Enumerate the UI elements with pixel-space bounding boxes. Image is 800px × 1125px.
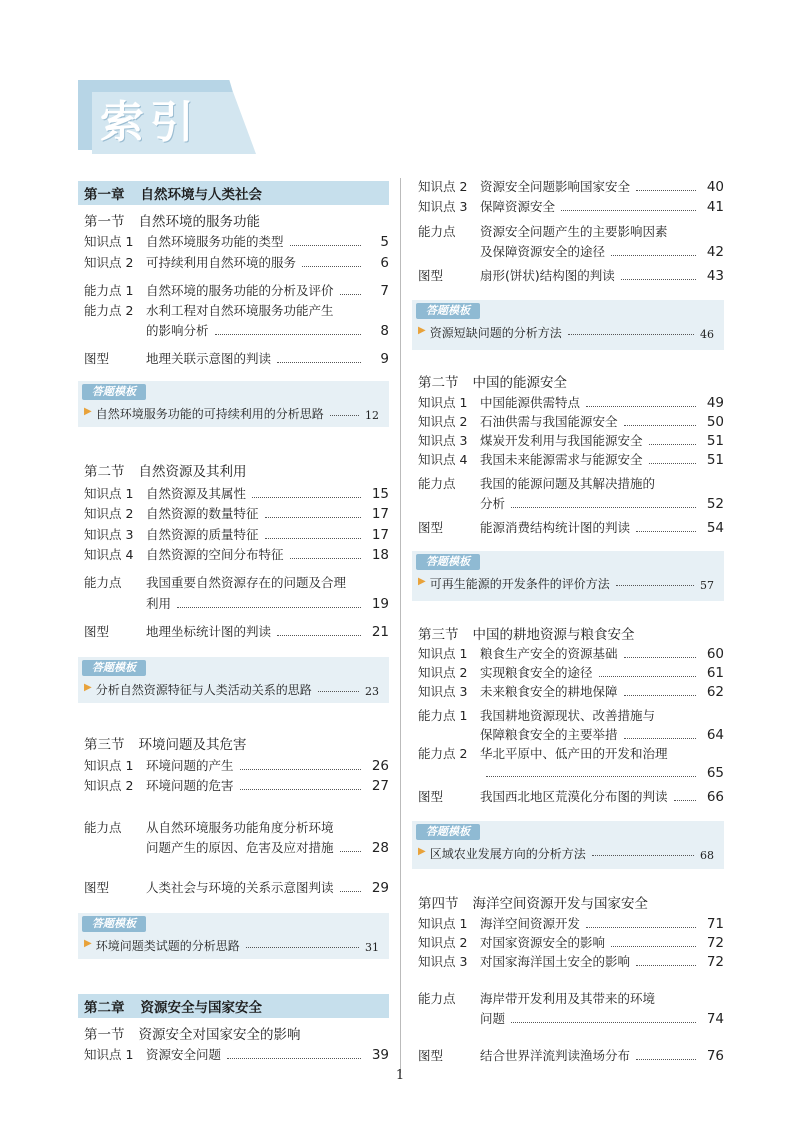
entry-text: 我国未来能源需求与能源安全 (480, 452, 643, 467)
chapter-title: 资源安全与国家安全 (140, 1000, 262, 1016)
entry-page: 51 (706, 433, 724, 449)
index-entry-line2[interactable] (412, 763, 724, 783)
entry-label: 能力点 (418, 224, 456, 239)
leader-dots (277, 635, 361, 636)
entry-text-continued: 利用 (146, 596, 172, 611)
entry-label: 知识点 3 (418, 954, 468, 969)
entry-label: 图型 (418, 520, 444, 535)
entry-label: 能力点 (418, 991, 456, 1006)
section-title: 中国的能源安全 (472, 375, 567, 391)
leader-dots (290, 558, 361, 559)
template-page: 46 (700, 328, 714, 341)
entry-label: 知识点 1 (84, 758, 134, 773)
answer-template-box[interactable] (412, 300, 724, 350)
template-text: 自然环境服务功能的可持续利用的分析思路 (95, 407, 324, 421)
entry-text: 自然资源的空间分布特征 (146, 547, 284, 562)
index-entry[interactable] (78, 504, 389, 524)
entry-label: 知识点 1 (418, 916, 468, 931)
entry-page: 76 (706, 1048, 724, 1064)
entry-page: 7 (380, 283, 389, 299)
entry-page: 39 (371, 1047, 389, 1063)
entry-label: 能力点 1 (84, 283, 134, 298)
entry-text-continued: 问题 (480, 1011, 506, 1026)
entry-text: 粮食生产安全的资源基础 (480, 646, 618, 661)
template-text: 区域农业发展方向的分析方法 (429, 847, 586, 861)
entry-page: 54 (706, 520, 724, 536)
answer-template-box[interactable] (78, 913, 389, 959)
index-entry-line2[interactable] (78, 321, 389, 341)
section-heading (412, 894, 724, 914)
index-entry-line1[interactable] (412, 706, 724, 726)
entry-text: 未来粮食安全的耕地保障 (480, 684, 618, 699)
leader-dots (511, 1022, 696, 1023)
template-badge: 答题模板 (416, 554, 480, 570)
chapter-number: 第二章 (84, 1000, 125, 1016)
entry-page: 62 (706, 684, 724, 700)
chapter-number: 第一章 (84, 187, 125, 203)
entry-page: 8 (380, 323, 389, 339)
entry-label: 知识点 2 (84, 506, 134, 521)
entry-text: 石油供需与我国能源安全 (480, 414, 618, 429)
entry-text: 我国重要自然资源存在的问题及合理 (146, 575, 347, 590)
index-entry[interactable] (412, 431, 724, 451)
index-entry-line2[interactable] (412, 494, 724, 514)
entry-text: 地理关联示意图的判读 (146, 351, 272, 366)
template-badge: 答题模板 (416, 303, 480, 319)
entry-page: 61 (706, 665, 724, 681)
template-page: 68 (700, 849, 714, 862)
index-entry-line1[interactable] (412, 474, 724, 494)
entry-page: 65 (706, 765, 724, 781)
entry-page: 64 (706, 727, 724, 743)
leader-dots (511, 507, 696, 508)
answer-template-box[interactable] (78, 657, 389, 703)
leader-dots (586, 927, 696, 928)
entry-label: 知识点 1 (418, 395, 468, 410)
leader-dots (330, 415, 359, 416)
entry-label: 知识点 4 (418, 452, 468, 467)
template-text: 环境问题类试题的分析思路 (95, 939, 240, 953)
entry-page: 15 (371, 486, 389, 502)
index-entry[interactable] (78, 622, 389, 642)
entry-page: 6 (380, 255, 389, 271)
entry-text: 对国家资源安全的影响 (480, 935, 606, 950)
entry-page: 52 (706, 496, 724, 512)
index-entry[interactable] (78, 349, 389, 369)
index-entry[interactable] (412, 644, 724, 664)
entry-text: 海岸带开发利用及其带来的环境 (480, 991, 656, 1006)
entry-label: 知识点 2 (84, 255, 134, 270)
triangle-arrow-icon: ▶ (418, 846, 426, 857)
index-entry[interactable] (412, 1046, 724, 1066)
index-entry[interactable] (412, 914, 724, 934)
leader-dots (340, 891, 361, 892)
entry-text: 煤炭开发利用与我国能源安全 (480, 433, 643, 448)
index-entry[interactable] (78, 756, 389, 776)
section-number: 第二节 (84, 464, 125, 480)
entry-label: 能力点 (84, 820, 122, 835)
index-entry[interactable] (78, 232, 389, 252)
leader-dots (674, 800, 696, 801)
index-entry-line1[interactable] (78, 818, 389, 838)
leader-dots (252, 497, 361, 498)
leader-dots (592, 855, 694, 856)
index-entry[interactable] (78, 1045, 389, 1065)
entry-label: 图型 (418, 1048, 444, 1063)
entry-text: 华北平原中、低产田的开发和治理 (480, 746, 668, 761)
template-badge: 答题模板 (416, 824, 480, 840)
index-entry-line2[interactable] (78, 594, 389, 614)
leader-dots (611, 255, 696, 256)
section-heading (78, 735, 389, 755)
entry-page: 66 (706, 789, 724, 805)
entry-label: 知识点 2 (84, 778, 134, 793)
entry-label: 知识点 4 (84, 547, 134, 562)
leader-dots (318, 691, 359, 692)
leader-dots (277, 362, 361, 363)
index-entry-line2[interactable] (412, 1009, 724, 1029)
page-number: 1 (395, 1068, 405, 1083)
entry-label: 知识点 2 (418, 665, 468, 680)
index-entry-line1[interactable] (412, 989, 724, 1009)
answer-template-box[interactable] (412, 821, 724, 869)
entry-page: 74 (706, 1011, 724, 1027)
leader-dots (290, 245, 361, 246)
section-title: 自然资源及其利用 (138, 464, 247, 480)
leader-dots (636, 965, 696, 966)
entry-text: 对国家海洋国土安全的影响 (480, 954, 631, 969)
entry-text: 自然环境的服务功能的分析及评价 (146, 283, 334, 298)
entry-label: 图型 (418, 789, 444, 804)
index-entry[interactable] (412, 952, 724, 972)
entry-label: 知识点 3 (418, 684, 468, 699)
index-entry[interactable] (412, 412, 724, 432)
page-title: 索引 (100, 97, 200, 148)
index-entry[interactable] (412, 518, 724, 538)
entry-page: 18 (371, 547, 389, 563)
entry-page: 42 (706, 244, 724, 260)
entry-label: 图型 (418, 268, 444, 283)
leader-dots (265, 517, 361, 518)
index-entry-line2[interactable] (78, 838, 389, 858)
entry-page: 41 (706, 199, 724, 215)
template-badge: 答题模板 (82, 660, 146, 676)
leader-dots (215, 334, 361, 335)
entry-text-continued: 及保障资源安全的途径 (480, 244, 606, 259)
entry-page: 40 (706, 179, 724, 195)
leader-dots (624, 425, 696, 426)
template-badge: 答题模板 (82, 916, 146, 932)
triangle-arrow-icon: ▶ (418, 576, 426, 587)
leader-dots (621, 279, 696, 280)
entry-label: 图型 (84, 880, 110, 895)
entry-text-continued: 问题产生的原因、危害及应对措施 (146, 840, 334, 855)
entry-text: 结合世界洋流判读渔场分布 (480, 1048, 631, 1063)
entry-text: 可持续利用自然环境的服务 (146, 255, 297, 270)
entry-page: 27 (371, 778, 389, 794)
entry-text: 我国的能源问题及其解决措施的 (480, 476, 656, 491)
entry-page: 50 (706, 414, 724, 430)
template-page: 31 (365, 941, 379, 954)
entry-page: 60 (706, 646, 724, 662)
chapter-heading (78, 181, 389, 205)
section-heading (412, 625, 724, 645)
entry-text: 海洋空间资源开发 (480, 916, 581, 931)
entry-text: 自然环境服务功能的类型 (146, 234, 284, 249)
entry-label: 能力点 1 (418, 708, 468, 723)
entry-label: 知识点 1 (84, 486, 134, 501)
entry-text: 资源安全问题影响国家安全 (480, 179, 631, 194)
section-heading (412, 373, 724, 393)
triangle-arrow-icon: ▶ (84, 682, 92, 693)
entry-text: 保障资源安全 (480, 199, 556, 214)
index-entry[interactable] (412, 682, 724, 702)
leader-dots (340, 294, 361, 295)
entry-label: 能力点 2 (84, 303, 134, 318)
index-entry[interactable] (78, 545, 389, 565)
index-entry[interactable] (412, 787, 724, 807)
entry-label: 知识点 2 (418, 935, 468, 950)
leader-dots (340, 851, 361, 852)
leader-dots (561, 210, 696, 211)
template-badge: 答题模板 (82, 384, 146, 400)
entry-page: 9 (380, 351, 389, 367)
entry-label: 知识点 2 (418, 179, 468, 194)
section-title: 环境问题及其危害 (138, 737, 247, 753)
leader-dots (649, 444, 696, 445)
entry-label: 知识点 3 (418, 199, 468, 214)
section-title: 资源安全对国家安全的影响 (138, 1027, 301, 1043)
entry-text: 环境问题的危害 (146, 778, 234, 793)
index-entry-line1[interactable] (412, 222, 724, 242)
entry-text: 中国能源供需特点 (480, 395, 581, 410)
index-entry-line2[interactable] (412, 242, 724, 262)
triangle-arrow-icon: ▶ (418, 325, 426, 336)
leader-dots (486, 776, 696, 777)
entry-text: 环境问题的产生 (146, 758, 234, 773)
index-entry[interactable] (78, 253, 389, 273)
template-text: 分析自然资源特征与人类活动关系的思路 (95, 683, 312, 697)
entry-label: 知识点 1 (84, 234, 134, 249)
template-text: 可再生能源的开发条件的评价方法 (429, 577, 610, 591)
entry-page: 72 (706, 935, 724, 951)
leader-dots (227, 1058, 361, 1059)
entry-page: 19 (371, 596, 389, 612)
index-entry[interactable] (412, 266, 724, 286)
entry-text: 自然资源的质量特征 (146, 527, 259, 542)
section-heading (78, 462, 389, 482)
entry-page: 72 (706, 954, 724, 970)
section-number: 第四节 (418, 896, 459, 912)
answer-template-box[interactable] (412, 551, 724, 601)
entry-label: 能力点 (84, 575, 122, 590)
section-title: 自然环境的服务功能 (138, 214, 260, 230)
leader-dots (586, 406, 696, 407)
index-entry[interactable] (412, 933, 724, 953)
section-heading (78, 212, 389, 232)
entry-page: 17 (371, 506, 389, 522)
entry-text: 我国耕地资源现状、改善措施与 (480, 708, 656, 723)
section-heading (78, 1025, 389, 1045)
entry-page: 43 (706, 268, 724, 284)
entry-text: 自然资源的数量特征 (146, 506, 259, 521)
section-title: 中国的耕地资源与粮食安全 (472, 627, 635, 643)
column-divider (400, 178, 401, 1073)
leader-dots (624, 695, 696, 696)
entry-text: 从自然环境服务功能角度分析环境 (146, 820, 334, 835)
entry-page: 17 (371, 527, 389, 543)
index-entry[interactable] (412, 663, 724, 683)
leader-dots (636, 1059, 696, 1060)
template-text: 资源短缺问题的分析方法 (429, 326, 562, 340)
section-number: 第一节 (84, 214, 125, 230)
entry-text: 能源消费结构统计图的判读 (480, 520, 631, 535)
leader-dots (246, 947, 359, 948)
entry-text: 自然资源及其属性 (146, 486, 247, 501)
index-entry[interactable] (78, 484, 389, 504)
entry-text-continued: 保障粮食安全的主要举措 (480, 727, 618, 742)
index-entry[interactable] (412, 393, 724, 413)
index-entry[interactable] (412, 177, 724, 197)
entry-page: 28 (371, 840, 389, 856)
entry-label: 能力点 2 (418, 746, 468, 761)
entry-label: 知识点 3 (84, 527, 134, 542)
index-entry[interactable] (78, 776, 389, 796)
leader-dots (624, 657, 696, 658)
leader-dots (177, 607, 361, 608)
index-entry-line1[interactable] (78, 573, 389, 593)
leader-dots (611, 946, 696, 947)
index-entry-line1[interactable] (78, 301, 389, 321)
template-page: 23 (365, 685, 379, 698)
leader-dots (616, 585, 694, 586)
template-page: 12 (365, 409, 379, 422)
entry-label: 知识点 2 (418, 414, 468, 429)
entry-label: 知识点 1 (84, 1047, 134, 1062)
index-entry[interactable] (412, 197, 724, 217)
template-page: 57 (700, 579, 714, 592)
triangle-arrow-icon: ▶ (84, 406, 92, 417)
entry-page: 21 (371, 624, 389, 640)
chapter-heading (78, 994, 389, 1018)
entry-text: 资源安全问题产生的主要影响因素 (480, 224, 668, 239)
entry-page: 5 (380, 234, 389, 250)
entry-text-continued: 的影响分析 (146, 323, 209, 338)
entry-text: 扇形(饼状)结构图的判读 (480, 268, 615, 283)
index-entry-line1[interactable] (412, 744, 724, 764)
entry-label: 图型 (84, 624, 110, 639)
section-number: 第三节 (418, 627, 459, 643)
leader-dots (240, 789, 361, 790)
entry-text: 水利工程对自然环境服务功能产生 (146, 303, 334, 318)
index-entry[interactable] (78, 281, 389, 301)
section-number: 第二节 (418, 375, 459, 391)
entry-label: 图型 (84, 351, 110, 366)
entry-text: 我国西北地区荒漠化分布图的判读 (480, 789, 668, 804)
leader-dots (636, 531, 696, 532)
leader-dots (568, 334, 694, 335)
entry-page: 71 (706, 916, 724, 932)
leader-dots (240, 769, 361, 770)
entry-text: 人类社会与环境的关系示意图判读 (146, 880, 334, 895)
leader-dots (599, 676, 696, 677)
leader-dots (624, 738, 696, 739)
entry-text: 资源安全问题 (146, 1047, 222, 1062)
index-entry[interactable] (412, 450, 724, 470)
chapter-title: 自然环境与人类社会 (140, 187, 262, 203)
entry-text: 实现粮食安全的途径 (480, 665, 593, 680)
section-number: 第三节 (84, 737, 125, 753)
entry-text-continued: 分析 (480, 496, 506, 511)
entry-text: 地理坐标统计图的判读 (146, 624, 272, 639)
index-entry[interactable] (78, 878, 389, 898)
section-number: 第一节 (84, 1027, 125, 1043)
entry-page: 49 (706, 395, 724, 411)
section-title: 海洋空间资源开发与国家安全 (472, 896, 648, 912)
entry-page: 29 (371, 880, 389, 896)
answer-template-box[interactable] (78, 381, 389, 427)
entry-label: 知识点 3 (418, 433, 468, 448)
entry-page: 26 (371, 758, 389, 774)
index-entry[interactable] (78, 525, 389, 545)
leader-dots (636, 190, 696, 191)
entry-label: 能力点 (418, 476, 456, 491)
entry-page: 51 (706, 452, 724, 468)
leader-dots (265, 538, 361, 539)
leader-dots (649, 463, 696, 464)
leader-dots (302, 266, 361, 267)
entry-label: 知识点 1 (418, 646, 468, 661)
triangle-arrow-icon: ▶ (84, 938, 92, 949)
index-entry-line2[interactable] (412, 725, 724, 745)
